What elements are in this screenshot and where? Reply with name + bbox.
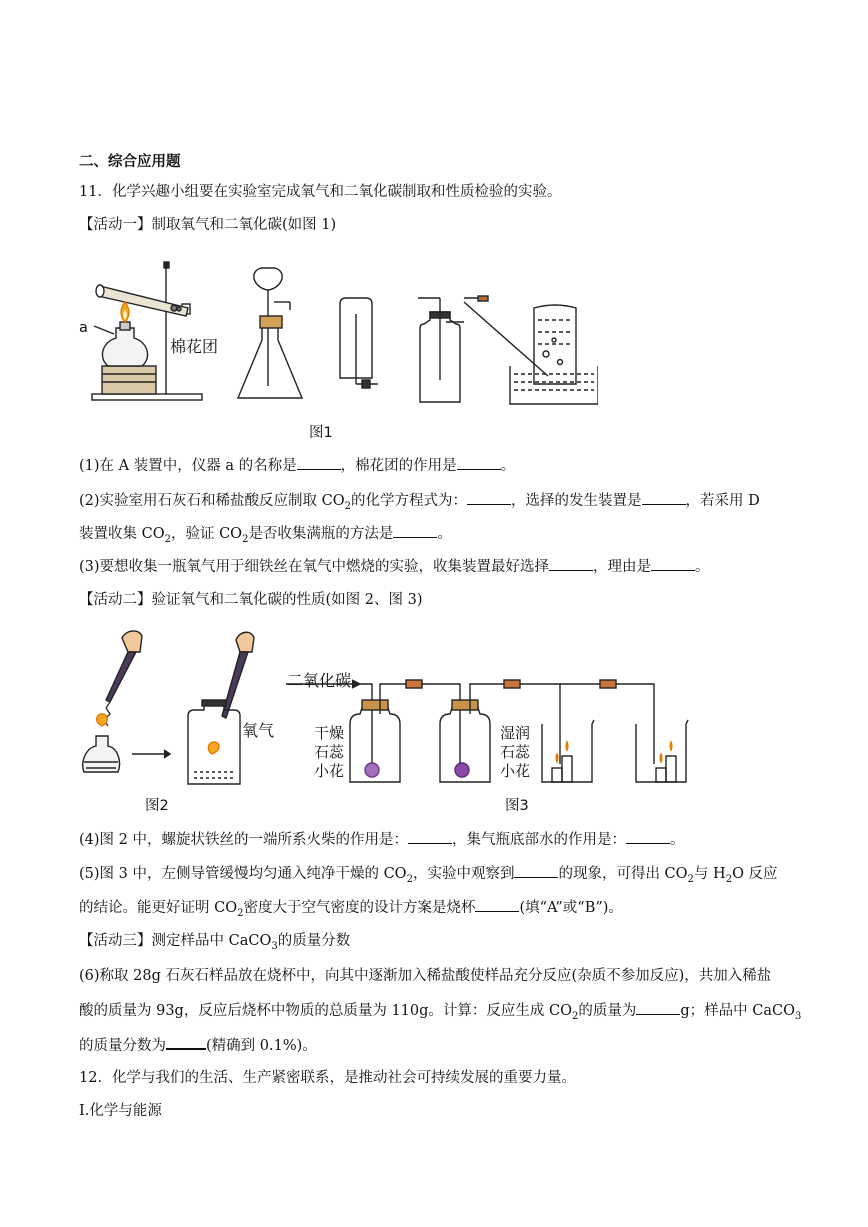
answer-blank[interactable] bbox=[475, 897, 519, 912]
answer-blank[interactable] bbox=[626, 829, 670, 844]
answer-blank[interactable] bbox=[514, 863, 558, 878]
fig2-step1 bbox=[83, 631, 142, 772]
answer-blank[interactable] bbox=[651, 556, 695, 571]
connector bbox=[504, 680, 520, 688]
q11-part6-line1: (6)称取 28g 石灰石样品放在烧杯中，向其中逐渐加入稀盐酸使样品充分反应(杂质不参加反应)，共加入稀盐 bbox=[79, 968, 772, 984]
fig1-label-cotton: 棉花团 bbox=[170, 337, 219, 356]
activity3-heading: 【活动三】测定样品中 CaCO$_3$的质量分数 bbox=[79, 933, 351, 952]
apparatus-e bbox=[464, 296, 598, 404]
fig2-caption: 图2 bbox=[145, 798, 169, 814]
q11-part6-line2: 酸的质量为 93g，反应后烧杯中物质的总质量为 110g。计算：反应生成 $CO_2$的质量为 g；样品中 CaCO$_3$ bbox=[79, 1000, 801, 1021]
apparatus-a bbox=[92, 262, 202, 400]
answer-blank[interactable] bbox=[408, 829, 452, 844]
activity2-heading: 【活动二】验证氧气和二氧化碳的性质(如图 2、图 3) bbox=[79, 592, 423, 608]
arrow-head bbox=[164, 750, 170, 758]
answer-blank[interactable] bbox=[467, 490, 511, 505]
q12-stem: 12．化学与我们的生活、生产紧密联系，是推动社会可持续发展的重要力量。 bbox=[79, 1070, 576, 1086]
figure-1-apparatus bbox=[78, 258, 598, 408]
q11-part1: (1)在 A 装置中，仪器 a 的名称是 ，棉花团的作用是 。 bbox=[79, 455, 515, 476]
inlet-tube bbox=[360, 684, 372, 764]
q11-stem: 11．化学兴趣小组要在实验室完成氧气和二氧化碳制取和性质检验的实验。 bbox=[79, 184, 562, 200]
fig3-label-wet: 湿润 石蕊 小花 bbox=[500, 724, 531, 780]
answer-blank[interactable] bbox=[297, 455, 341, 470]
arrow-head bbox=[352, 680, 360, 688]
answer-blank[interactable] bbox=[549, 556, 593, 571]
answer-blank[interactable] bbox=[393, 523, 437, 538]
tube-2 bbox=[380, 684, 460, 764]
fig2-label-o2: 氧气 bbox=[242, 721, 275, 740]
section-title: 二、综合应用题 bbox=[79, 153, 181, 170]
apparatus-d bbox=[418, 298, 464, 402]
answer-blank[interactable] bbox=[642, 490, 686, 505]
apparatus-b bbox=[238, 268, 302, 398]
answer-blank[interactable] bbox=[166, 1034, 206, 1050]
fig3-caption: 图3 bbox=[505, 798, 529, 814]
q12-sub-heading: Ⅰ.化学与能源 bbox=[79, 1103, 162, 1119]
tube-4 bbox=[560, 684, 654, 764]
activity1-heading: 【活动一】制取氧气和二氧化碳(如图 1) bbox=[79, 217, 337, 233]
q11-part6-line3: 的质量分数为 (精确到 0.1%)。 bbox=[79, 1034, 317, 1056]
q11-part4: (4)图 2 中，螺旋状铁丝的一端所系火柴的作用是： ，集气瓶底部水的作用是： 。 bbox=[79, 829, 684, 850]
q11-part5-line1: (5)图 3 中，左侧导管缓慢均匀通入纯净干燥的 $CO_2$，实验中观察到 的现象，可得出 $CO_2$与 $H_2O$ 反应 bbox=[79, 863, 778, 884]
beaker-b bbox=[636, 720, 688, 782]
figure-2-apparatus bbox=[76, 622, 266, 792]
connector bbox=[406, 680, 422, 688]
q11-part2-line2: 装置收集 $CO_2$，验证 $CO_2$是否收集满瓶的方法是 。 bbox=[79, 523, 452, 544]
fig1-label-a: a bbox=[79, 320, 88, 336]
fig2-step2 bbox=[188, 632, 254, 784]
q11-part5-line2: 的结论。能更好证明 $CO_2$密度大于空气密度的设计方案是烧杯 (填“A”或“B”)。 bbox=[79, 897, 623, 918]
fig1-caption: 图1 bbox=[309, 425, 333, 441]
answer-blank[interactable] bbox=[457, 455, 501, 470]
bottle-dry bbox=[350, 700, 400, 782]
connector bbox=[600, 680, 616, 688]
q11-part2-line1: (2)实验室用石灰石和稀盐酸反应制取 $CO_2$的化学方程式为： ，选择的发生装置是 ，若采用 D bbox=[79, 490, 760, 511]
fig3-label-dry: 干燥 石蕊 小花 bbox=[314, 724, 345, 780]
beaker-a bbox=[542, 720, 594, 782]
apparatus-c bbox=[340, 298, 378, 388]
bottle-wet bbox=[440, 700, 490, 782]
fig3-label-co2: 二氧化碳 bbox=[287, 671, 352, 690]
answer-blank[interactable] bbox=[636, 1000, 680, 1015]
q11-part3: (3)要想收集一瓶氧气用于细铁丝在氧气中燃烧的实验，收集装置最好选择 ，理由是 。 bbox=[79, 556, 710, 577]
